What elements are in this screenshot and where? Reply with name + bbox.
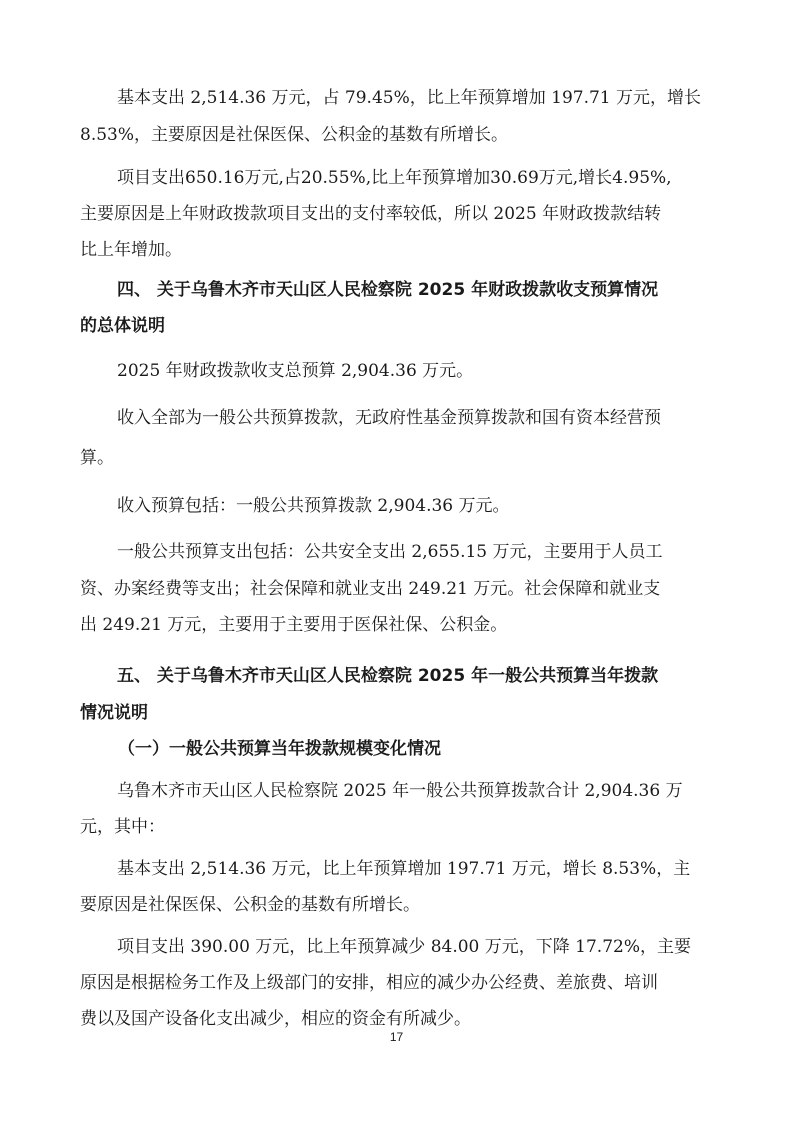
paragraph-income-budget: 收入预算包括：一般公共预算拨款 2,904.36 万元。 bbox=[117, 496, 510, 516]
paragraph-appropriation-total-line2: 元，其中： bbox=[80, 817, 165, 837]
paragraph-income-scope-line2: 算。 bbox=[80, 448, 114, 468]
paragraph-project-expenditure-line1: 项目支出650.16万元,占20.55%,比上年预算增加30.69万元,增长4.95%, bbox=[117, 168, 672, 188]
paragraph-project-expenditure-line3: 比上年增加。 bbox=[80, 240, 182, 260]
paragraph-basic-change-line1: 基本支出 2,514.36 万元，比上年预算增加 197.71 万元，增长 8.53%，主 bbox=[117, 859, 691, 879]
paragraph-project-expenditure-line2: 主要原因是上年财政拨款项目支出的支付率较低，所以 2025 年财政拨款结转 bbox=[80, 204, 662, 224]
paragraph-public-expenditure-line1: 一般公共预算支出包括：公共安全支出 2,655.15 万元，主要用于人员工 bbox=[117, 542, 663, 562]
subsection-heading-1: （一）一般公共预算当年拨款规模变化情况 bbox=[118, 739, 441, 759]
page-number: 17 bbox=[389, 1030, 404, 1044]
paragraph-public-expenditure-line2: 资、办案经费等支出；社会保障和就业支出 249.21 万元。社会保障和就业支 bbox=[80, 579, 661, 599]
section-heading-5-line2: 情况说明 bbox=[80, 703, 148, 723]
paragraph-total-budget: 2025 年财政拨款收支总预算 2,904.36 万元。 bbox=[117, 361, 474, 381]
section-heading-4-line2: 的总体说明 bbox=[80, 316, 165, 336]
paragraph-public-expenditure-line3: 出 249.21 万元，主要用于主要用于医保社保、公积金。 bbox=[80, 615, 508, 635]
paragraph-basic-change-line2: 要原因是社保医保、公积金的基数有所增长。 bbox=[80, 895, 420, 915]
paragraph-project-change-line1: 项目支出 390.00 万元，比上年预算减少 84.00 万元，下降 17.72%，主要 bbox=[117, 937, 691, 957]
paragraph-income-scope-line1: 收入全部为一般公共预算拨款，无政府性基金预算拨款和国有资本经营预 bbox=[117, 408, 661, 428]
paragraph-project-change-line2: 原因是根据检务工作及上级部门的安排，相应的减少办公经费、差旅费、培训 bbox=[80, 973, 658, 993]
section-heading-5-line1: 五、 关于乌鲁木齐市天山区人民检察院 2025 年一般公共预算当年拨款 bbox=[117, 666, 659, 686]
section-heading-4-line1: 四、 关于乌鲁木齐市天山区人民检察院 2025 年财政拨款收支预算情况 bbox=[117, 280, 659, 300]
paragraph-basic-expenditure-line1: 基本支出 2,514.36 万元，占 79.45%，比上年预算增加 197.71 万元，增长 bbox=[117, 88, 702, 108]
paragraph-project-change-line3: 费以及国产设备化支出减少，相应的资金有所减少。 bbox=[80, 1009, 471, 1029]
paragraph-appropriation-total-line1: 乌鲁木齐市天山区人民检察院 2025 年一般公共预算拨款合计 2,904.36 万 bbox=[117, 781, 683, 801]
paragraph-basic-expenditure-line2: 8.53%，主要原因是社保医保、公积金的基数有所增长。 bbox=[80, 125, 509, 145]
